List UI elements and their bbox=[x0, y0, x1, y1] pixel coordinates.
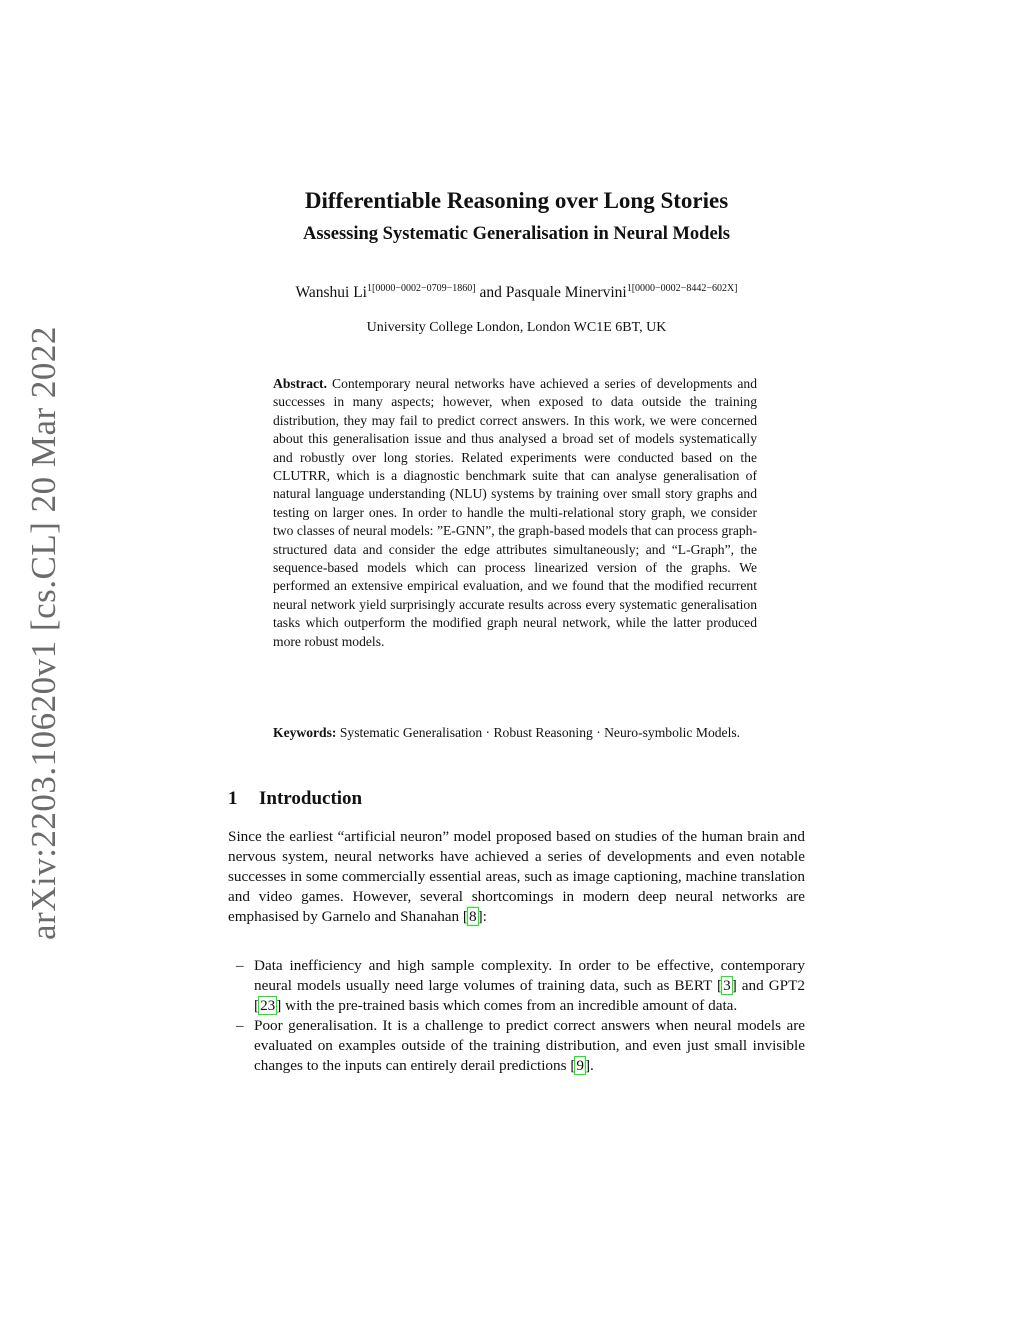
author-name: Pasquale Minervini bbox=[505, 284, 627, 302]
paragraph-text: Since the earliest “artificial neuron” model proposed based on studies of the human brain and nervous system, neural networks have achieved a series of developments and even notable successes in some commercially essential areas, such as image captioning, machine translation and video games. However, several shortcomings in modern deep neural networks are emphasised by Garnelo and Shanahan bbox=[228, 828, 805, 925]
section-title: Introduction bbox=[259, 788, 363, 809]
list-item-text: with the pre-trained basis which comes from an incredible amount of data. bbox=[285, 997, 738, 1014]
list-item-text: and GPT2 bbox=[741, 977, 805, 994]
citation-link[interactable]: 8 bbox=[468, 908, 477, 925]
keywords-text: Systematic Generalisation · Robust Reasoning · Neuro-symbolic Models. bbox=[339, 725, 741, 740]
author-orcid: 1[0000−0002−8442−602X] bbox=[626, 283, 738, 294]
abstract-label: Abstract. bbox=[273, 376, 327, 391]
bullet-dash: – bbox=[236, 957, 244, 974]
abstract bbox=[273, 375, 757, 651]
shortcomings-list bbox=[228, 956, 805, 1076]
keywords-label: Keywords: bbox=[273, 725, 337, 740]
keywords bbox=[273, 724, 793, 742]
arxiv-identifier: arXiv:2203.10620v1 [cs.CL] 20 Mar 2022 bbox=[24, 326, 63, 940]
author-name: Wanshui Li bbox=[295, 284, 367, 302]
paragraph-punctuation: : bbox=[482, 908, 487, 925]
author-list bbox=[228, 283, 805, 302]
list-item-punctuation: . bbox=[590, 1057, 594, 1074]
section-heading bbox=[228, 788, 805, 810]
bullet-dash: – bbox=[236, 1017, 244, 1034]
list-item: – Poor generalisation. It is a challenge to predict correct answers when neural models are evaluated on examples outside of the training distribution, and even just small invisible changes to the inputs can entirely derail predictions [9]. bbox=[236, 1017, 805, 1074]
citation-link[interactable]: 23 bbox=[260, 997, 276, 1014]
section-number: 1 bbox=[228, 788, 238, 809]
list-item-text: Data inefficiency and high sample complexity. In order to be effective, contemporary neural models usually need large volumes of training data, such as BERT bbox=[254, 957, 805, 994]
author-conjunction: and bbox=[479, 284, 502, 302]
list-item: – Data inefficiency and high sample complexity. In order to be effective, contemporary neural models usually need large volumes of training data, such as BERT [3] and GPT2 [23] with the pre-trained basis which comes from an incredible amount of data. bbox=[236, 957, 805, 1014]
affiliation: University College London, London WC1E 6BT, UK bbox=[366, 320, 667, 335]
citation-link[interactable]: 9 bbox=[576, 1057, 584, 1074]
paper-title: Differentiable Reasoning over Long Stories bbox=[304, 188, 729, 213]
intro-paragraph: Since the earliest “artificial neuron” model proposed based on studies of the human brain and nervous system, neural networks have achieved a series of developments and even notable successes in some commercially essential areas, such as image captioning, machine translation and video games. However, several shortcomings in modern deep neural networks are emphasised by Garnelo and Shanahan [8]: bbox=[228, 828, 805, 925]
author-orcid: 1[0000−0002−0709−1860] bbox=[367, 283, 476, 294]
citation-link[interactable]: 3 bbox=[723, 977, 731, 994]
list-item-text: Poor generalisation. It is a challenge to predict correct answers when neural models are evaluated on examples outside of the training distribution, and even just small invisible changes to the inputs can entirely derail predictions bbox=[254, 1017, 805, 1074]
abstract-text: Contemporary neural networks have achieved a series of developments and successes in many aspects; however, when exposed to data outside the training distribution, they may fail to predict correct answers. In this work, we were concerned about this generalisation issue and thus analysed a broad set of models systematically and robustly over long stories. Related experiments were conducted based on the CLUTRR, which is a diagnostic benchmark suite that can analyse generalisation of natural language understanding (NLU) systems by training over small story graphs and testing on larger ones. In order to handle the multi-relational story graph, we consider two classes of neural models: ”E-GNN”, the graph-based models that can process graph-structured data and consider the edge attributes simultaneously; and “L-Graph”, the sequence-based models which can process linearized version of the graphs. We performed an extensive empirical evaluation, and we found that the modified recurrent neural network yield surprisingly accurate results across every systematic generalisation tasks which outperform the modified graph neural network, while the latter produced more robust models. bbox=[273, 376, 757, 649]
paper-subtitle: Assessing Systematic Generalisation in Neural Models bbox=[302, 224, 731, 244]
